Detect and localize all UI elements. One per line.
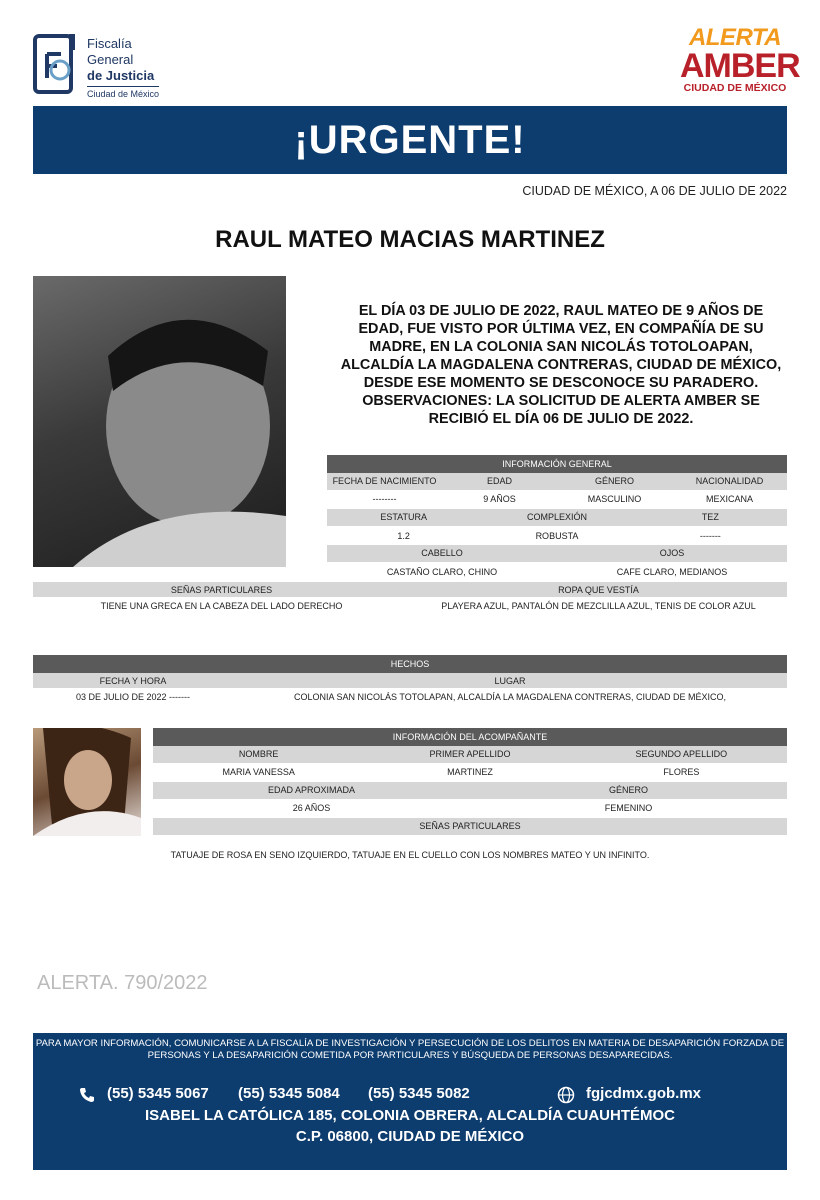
- globe-icon: [557, 1086, 575, 1104]
- label-edad: EDAD: [486, 476, 512, 486]
- info-general-row2-labels: [327, 509, 787, 526]
- missing-child-photo: [33, 276, 286, 567]
- footer-address: [33, 1105, 787, 1147]
- value-estatura: 1.2: [397, 531, 410, 541]
- address-line-1: ISABEL LA CATÓLICA 185, COLONIA OBRERA, ALCALDÍA CUAUHTÉMOC: [144, 1107, 675, 1124]
- label-segundo-apellido: SEGUNDO APELLIDO: [635, 749, 728, 759]
- info-general-title: INFORMACIÓN GENERAL: [502, 459, 612, 469]
- phone-number-2[interactable]: (55) 5345 5084: [238, 1085, 340, 1102]
- fgj-logo-line4: Ciudad de México: [87, 86, 159, 101]
- value-complexion: ROBUSTA: [535, 531, 579, 541]
- acompanante-header: [153, 728, 787, 746]
- value-senas-particulares: TIENE UNA GRECA EN LA CABEZA DEL LADO DERECHO: [100, 601, 343, 611]
- contact-footer: [33, 1033, 787, 1170]
- hechos-title: HECHOS: [390, 659, 430, 669]
- urgent-banner: ¡URGENTE!: [33, 106, 787, 174]
- acompanante-row2-values: [153, 799, 787, 817]
- value-fecha-hora: 03 DE JULIO DE 2022 -------: [75, 692, 191, 702]
- label-complexion: COMPLEXIÓN: [526, 512, 587, 522]
- value-ropa-que-vestia: PLAYERA AZUL, PANTALÓN DE MEZCLILLA AZUL, TENIS DE COLOR AZUL: [441, 601, 756, 611]
- label-senas-acompanante: SEÑAS PARTICULARES: [419, 821, 521, 831]
- phone-number-3[interactable]: (55) 5345 5082: [368, 1085, 470, 1102]
- label-lugar: LUGAR: [494, 676, 526, 686]
- hechos-header: [33, 655, 787, 673]
- value-senas-acompanante: TATUAJE DE ROSA EN SENO IZQUIERDO, TATUAJE EN EL CUELLO CON LOS NOMBRES MATEO Y UN INFINITO.: [170, 850, 650, 860]
- website-link[interactable]: fgjcdmx.gob.mx: [586, 1085, 702, 1102]
- info-general-row3-values: [327, 563, 787, 581]
- phone-number-1[interactable]: (55) 5345 5067: [107, 1085, 209, 1102]
- acompanante-senas-value-row: [33, 846, 787, 864]
- case-narrative: EL DÍA 03 DE JULIO DE 2022, RAUL MATEO DE 9 AÑOS DE EDAD, FUE VISTO POR ÚLTIMA VEZ, EN COMPAÑÍA DE SU MADRE, EN LA COLONIA SAN NICOLÁS TOTOLOAPAN, ALCALDÍA LA MAGDALENA CONTRERAS, CIUDAD DE MÉXICO, DESDE ESE MOMENTO SE DESCONOCE SU PARADERO. OBSERVACIONES: LA SOLICITUD DE ALERTA AMBER SE RECIBIÓ EL DÍA 06 DE JULIO DE 2022.: [340, 303, 782, 427]
- companion-portrait-placeholder: [33, 728, 141, 836]
- acompanante-row1-labels: [153, 746, 787, 763]
- footer-info-text: PARA MAYOR INFORMACIÓN, COMUNICARSE A LA FISCALÍA DE INVESTIGACIÓN Y PERSECUCIÓN DE LOS DELITOS EN MATERIA DE DESAPARICIÓN FORZADA DE PERSONAS Y LA DESAPARICIÓN COMETIDA POR PARTICULARES Y BÚSQUEDA DE PERSONAS DESAPARECIDAS.: [35, 1038, 785, 1061]
- amber-logo-alerta: ALERTA: [688, 24, 782, 51]
- acompanante-senas-label-row: [153, 818, 787, 835]
- label-cabello: CABELLO: [421, 548, 463, 558]
- missing-person-name: RAUL MATEO MACIAS MARTINEZ: [215, 226, 605, 253]
- footer-contacts: [33, 1085, 787, 1107]
- value-lugar: COLONIA SAN NICOLÁS TOTOLAPAN, ALCALDÍA LA MAGDALENA CONTRERAS, CIUDAD DE MÉXICO,: [294, 692, 726, 702]
- value-edad: 9 AÑOS: [483, 494, 516, 504]
- fgj-logo-line2: General: [87, 52, 134, 67]
- label-fecha-hora: FECHA Y HORA: [99, 676, 167, 686]
- info-general-row1-values: [327, 490, 787, 508]
- acompanante-title: INFORMACIÓN DEL ACOMPAÑANTE: [392, 732, 548, 742]
- fgj-logo-text: [87, 36, 159, 101]
- value-ojos: CAFE CLARO, MEDIANOS: [616, 567, 728, 577]
- date-line: CIUDAD DE MÉXICO, A 06 DE JULIO DE 2022: [522, 184, 787, 198]
- label-ropa-que-vestia: ROPA QUE VESTÍA: [558, 585, 639, 595]
- label-nombre: NOMBRE: [238, 749, 279, 759]
- senas-ropa-values: [33, 597, 787, 615]
- acompanante-row1-values: [153, 763, 787, 781]
- fgj-logo: [33, 30, 173, 102]
- amber-logo-city: CIUDAD DE MÉXICO: [683, 82, 787, 94]
- label-ojos: OJOS: [659, 548, 685, 558]
- fgj-logo-line3: de Justicia: [87, 68, 155, 83]
- fgj-logo-line1: Fiscalía: [87, 36, 132, 51]
- value-cabello: CASTAÑO CLARO, CHINO: [386, 567, 498, 577]
- value-fecha-nacimiento: --------: [372, 494, 397, 504]
- value-genero-acompanante: FEMENINO: [604, 803, 653, 813]
- companion-photo: [33, 728, 141, 836]
- label-fecha-nacimiento: FECHA DE NACIMIENTO: [332, 476, 437, 486]
- info-general-row2-values: [327, 527, 787, 545]
- value-segundo-apellido: FLORES: [663, 767, 700, 777]
- amber-logo-amber: AMBER: [680, 47, 800, 85]
- value-genero: MASCULINO: [587, 494, 642, 504]
- label-genero: GÉNERO: [594, 476, 634, 486]
- acompanante-row2-labels: [153, 782, 787, 799]
- label-genero-acompanante: GÉNERO: [608, 785, 648, 795]
- value-nombre: MARIA VANESSA: [222, 767, 295, 777]
- info-general-row1-labels: [327, 473, 787, 490]
- child-portrait-placeholder: [33, 276, 286, 567]
- label-edad-aproximada: EDAD APROXIMADA: [267, 785, 356, 795]
- alert-number: ALERTA. 790/2022: [37, 972, 208, 994]
- hechos-values: [33, 688, 787, 706]
- address-line-2: C.P. 06800, CIUDAD DE MÉXICO: [295, 1128, 525, 1145]
- value-tez: -------: [699, 531, 721, 541]
- label-senas-particulares: SEÑAS PARTICULARES: [170, 585, 273, 595]
- fgj-emblem-icon: [33, 32, 79, 98]
- info-general-row3-labels: [327, 545, 787, 562]
- value-edad-aproximada: 26 AÑOS: [292, 803, 331, 813]
- alerta-amber-logo: [680, 24, 800, 102]
- label-nacionalidad: NACIONALIDAD: [695, 476, 764, 486]
- label-primer-apellido: PRIMER APELLIDO: [429, 749, 511, 759]
- label-estatura: ESTATURA: [380, 512, 427, 522]
- phone-icon: [79, 1087, 95, 1103]
- info-general-header: [327, 455, 787, 473]
- value-nacionalidad: MEXICANA: [705, 494, 753, 504]
- value-primer-apellido: MARTINEZ: [447, 767, 493, 777]
- label-tez: TEZ: [701, 512, 719, 522]
